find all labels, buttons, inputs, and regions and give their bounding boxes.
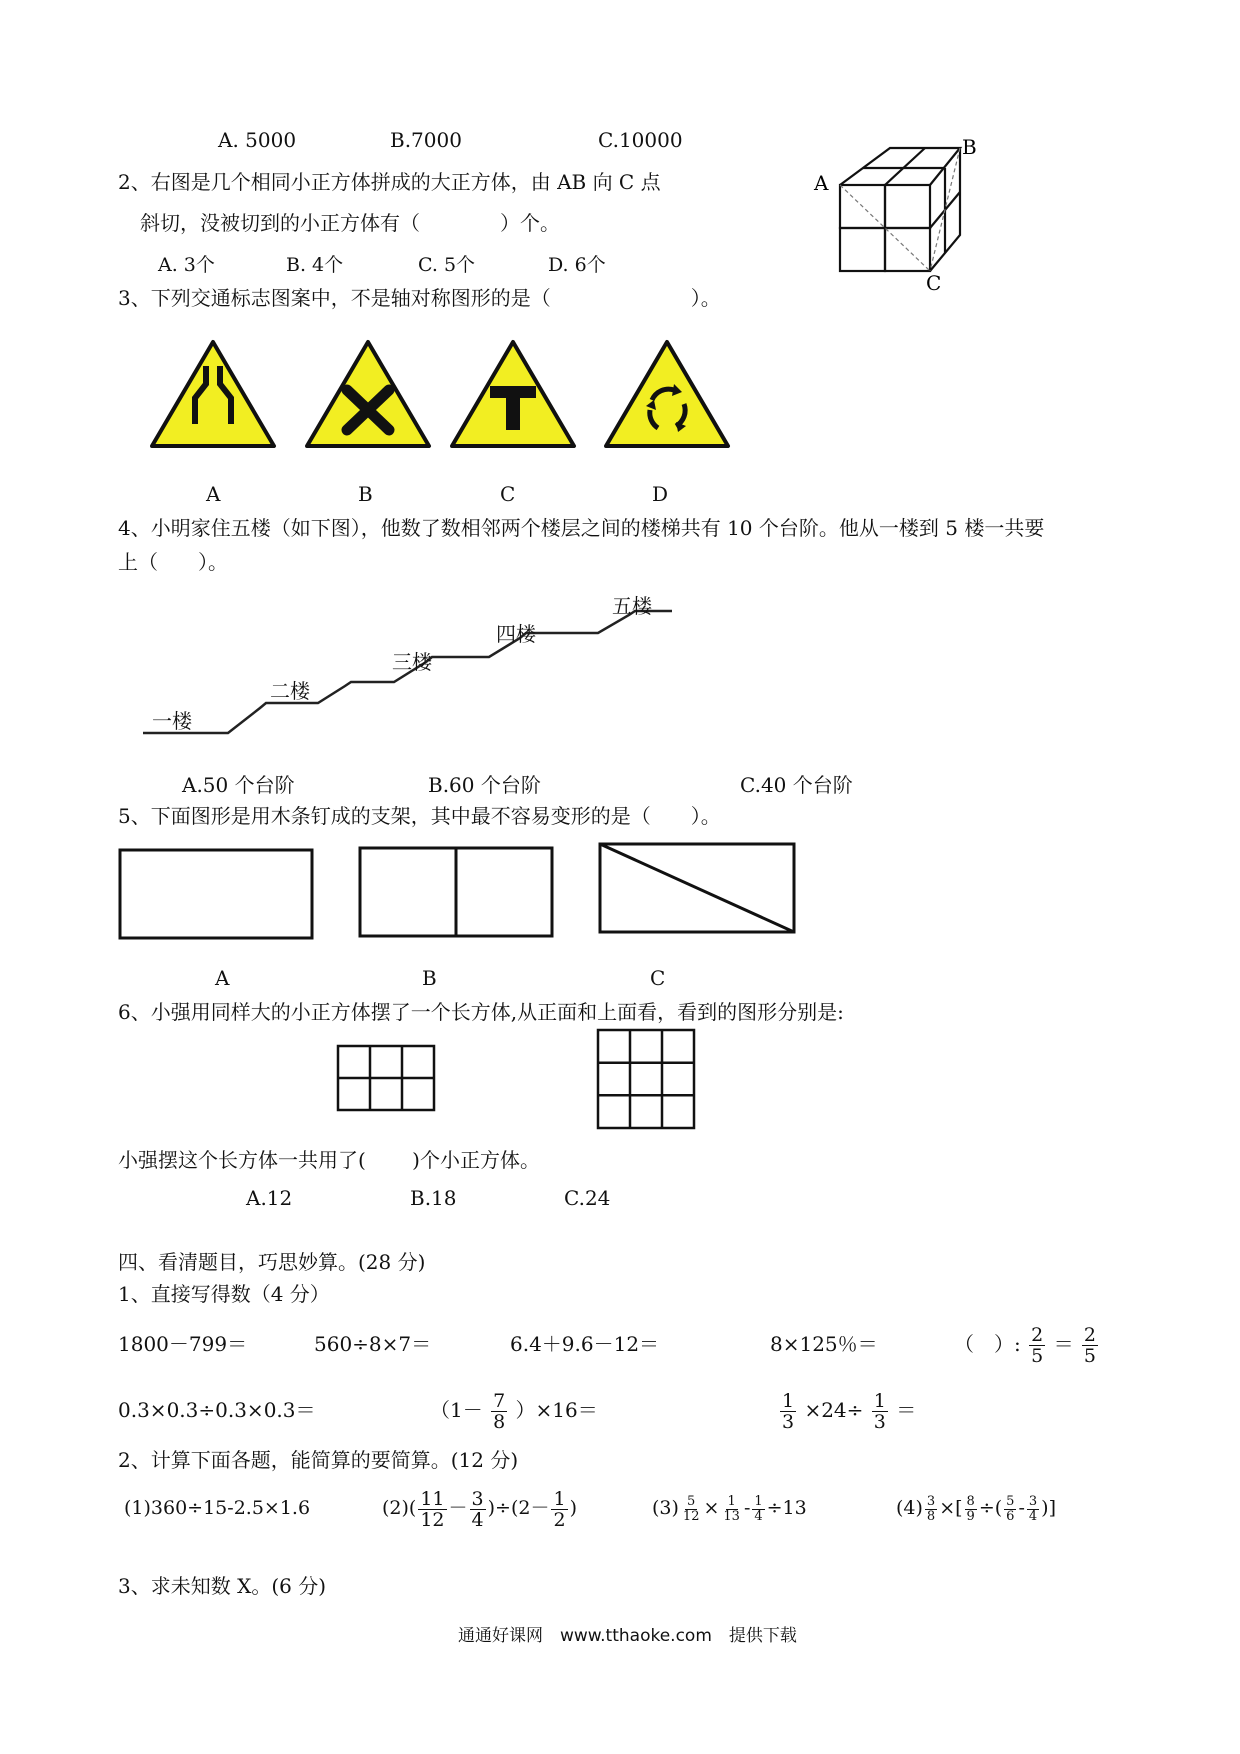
ex4-minus: - — [1018, 1497, 1025, 1519]
ex3-times: × — [703, 1497, 720, 1519]
fraction-5-6: $\frac{5}{6}$ — [1006, 1493, 1015, 1524]
exercise-2 — [382, 1482, 577, 1534]
q6-text: 6、小强用同样大的小正方体摆了一个长方体,从正面和上面看，看到的图形分别是: — [118, 1000, 844, 1024]
floor-2: 二楼 — [270, 679, 310, 703]
q6-option-c: C.24 — [564, 1186, 611, 1210]
floor-1: 一楼 — [152, 709, 192, 733]
q4-line1: 4、小明家住五楼（如下图），他数了数相邻两个楼层之间的楼梯共有 10 个台阶。他从一楼到 5 楼一共要 — [118, 516, 1045, 540]
q2-line2: 斜切，没被切到的小正方体有（ ）个。 — [140, 211, 560, 235]
fraction-1-2: $\frac{1}{2}$ — [553, 1487, 566, 1531]
floor-5: 五楼 — [612, 594, 652, 618]
sign-b — [303, 338, 433, 450]
q2-option-c: C. 5个 — [418, 254, 476, 276]
cube-label-b: B — [962, 135, 977, 159]
ex4-pre: (4) — [896, 1497, 923, 1519]
q1-option-a: A. 5000 — [218, 128, 297, 152]
sign-label-b: B — [358, 482, 373, 506]
q5-text: 5、下面图形是用木条钉成的支架，其中最不容易变形的是（ ）。 — [118, 804, 721, 828]
fraction-8-9: $\frac{8}{9}$ — [966, 1493, 975, 1524]
ex2-mid: )÷(2－ — [487, 1497, 550, 1519]
ex4-mid2: ÷( — [978, 1497, 1003, 1519]
top-view — [596, 1028, 698, 1132]
calc-e5 — [954, 1318, 1100, 1370]
q4-option-a: A.50 个台阶 — [182, 773, 295, 797]
fraction-3-4: $\frac{3}{4}$ — [471, 1487, 484, 1531]
section4-sub2: 2、计算下面各题，能简算的要简算。(12 分) — [118, 1448, 519, 1472]
q1-option-b: B.7000 — [390, 128, 462, 152]
ex2-post: ) — [569, 1497, 577, 1519]
fraction-3-8: $\frac{3}{8}$ — [926, 1493, 936, 1524]
cube-figure — [800, 135, 980, 300]
ex2-pre: (2)( — [382, 1497, 417, 1519]
calc-e8-post: ＝ — [896, 1398, 917, 1422]
sign-d — [602, 338, 732, 450]
exercise-3 — [652, 1482, 807, 1534]
calc-e5-eq: ＝ — [1053, 1332, 1074, 1356]
calc-e7-pre: （1－ — [430, 1398, 483, 1422]
ex4-post: )] — [1041, 1497, 1056, 1519]
cube-label-c: C — [926, 271, 942, 295]
fraction-11-12: $\frac{11}{12}$ — [420, 1487, 445, 1531]
frame-c — [598, 842, 798, 936]
sign-c — [448, 338, 578, 450]
fraction-2-5: $\frac{2}{5}$ — [1031, 1324, 1044, 1367]
ex2-minus: － — [448, 1497, 468, 1519]
fraction-3-4-b: $\frac{3}{4}$ — [1028, 1493, 1038, 1524]
floor-3: 三楼 — [392, 650, 432, 674]
ex4-mid1: ×[ — [939, 1497, 963, 1519]
q6-line2: 小强摆这个长方体一共用了( )个小正方体。 — [118, 1148, 540, 1172]
exercise-1: (1)360÷15-2.5×1.6 — [124, 1497, 311, 1519]
q1-option-c: C.10000 — [598, 128, 683, 152]
fraction-1-13: $\frac{1}{13}$ — [723, 1493, 740, 1524]
fraction-5-12: $\frac{5}{12}$ — [682, 1493, 700, 1524]
front-view — [336, 1044, 438, 1114]
section4-sub3: 3、求未知数 X。(6 分) — [118, 1574, 327, 1598]
sign-label-a: A — [206, 482, 221, 506]
calc-e4: 8×125％＝ — [770, 1332, 878, 1356]
ex3-post: ÷13 — [766, 1497, 807, 1519]
page-footer: 通通好课网 www.tthaoke.com 提供下载 — [458, 1626, 797, 1646]
calc-e1: 1800－799＝ — [118, 1332, 248, 1356]
fraction-7-8: $\frac{7}{8}$ — [493, 1390, 506, 1433]
q2-option-d: D. 6个 — [548, 254, 606, 276]
exercise-4 — [896, 1482, 1056, 1534]
calc-e8 — [778, 1384, 916, 1436]
ex3-pre: (3) — [652, 1497, 679, 1519]
q2-option-a: A. 3个 — [158, 254, 215, 276]
fraction-1-3: $\frac{1}{3}$ — [782, 1390, 795, 1433]
fraction-2-5-b: $\frac{2}{5}$ — [1083, 1324, 1097, 1367]
q4-option-b: B.60 个台阶 — [428, 773, 541, 797]
fraction-1-4: $\frac{1}{4}$ — [754, 1493, 763, 1524]
frame-label-c: C — [650, 966, 666, 990]
sign-label-d: D — [652, 482, 669, 506]
q4-option-c: C.40 个台阶 — [740, 773, 853, 797]
q3-text: 3、下列交通标志图案中，不是轴对称图形的是（ ）。 — [118, 286, 721, 310]
section4-title: 四、看清题目，巧思妙算。(28 分) — [118, 1250, 426, 1274]
calc-e7-post: ）×16＝ — [515, 1398, 598, 1422]
calc-e3: 6.4＋9.6－12＝ — [510, 1332, 660, 1356]
frame-a — [118, 848, 318, 942]
q6-option-b: B.18 — [410, 1186, 457, 1210]
q2-line1: 2、右图是几个相同小正方体拼成的大正方体，由 AB 向 C 点 — [118, 170, 661, 194]
q4-line2: 上（ ）。 — [118, 550, 228, 574]
q2-option-b: B. 4个 — [286, 254, 344, 276]
calc-e8-mid: ×24÷ — [804, 1398, 864, 1422]
ex3-minus: - — [743, 1497, 751, 1519]
frame-b — [358, 846, 558, 940]
floor-4: 四楼 — [496, 622, 536, 646]
section4-sub1: 1、直接写得数（4 分） — [118, 1282, 330, 1306]
calc-e5-pre: （ ）: — [954, 1332, 1021, 1356]
calc-e2: 560÷8×7＝ — [314, 1332, 432, 1356]
calc-e6: 0.3×0.3÷0.3×0.3＝ — [118, 1398, 316, 1422]
fraction-1-3-b: $\frac{1}{3}$ — [873, 1390, 886, 1433]
cube-label-a: A — [814, 171, 829, 195]
frame-label-b: B — [422, 966, 437, 990]
calc-e7 — [430, 1384, 598, 1436]
sign-label-c: C — [500, 482, 516, 506]
q6-option-a: A.12 — [246, 1186, 293, 1210]
frame-label-a: A — [215, 966, 230, 990]
sign-a — [148, 338, 278, 450]
